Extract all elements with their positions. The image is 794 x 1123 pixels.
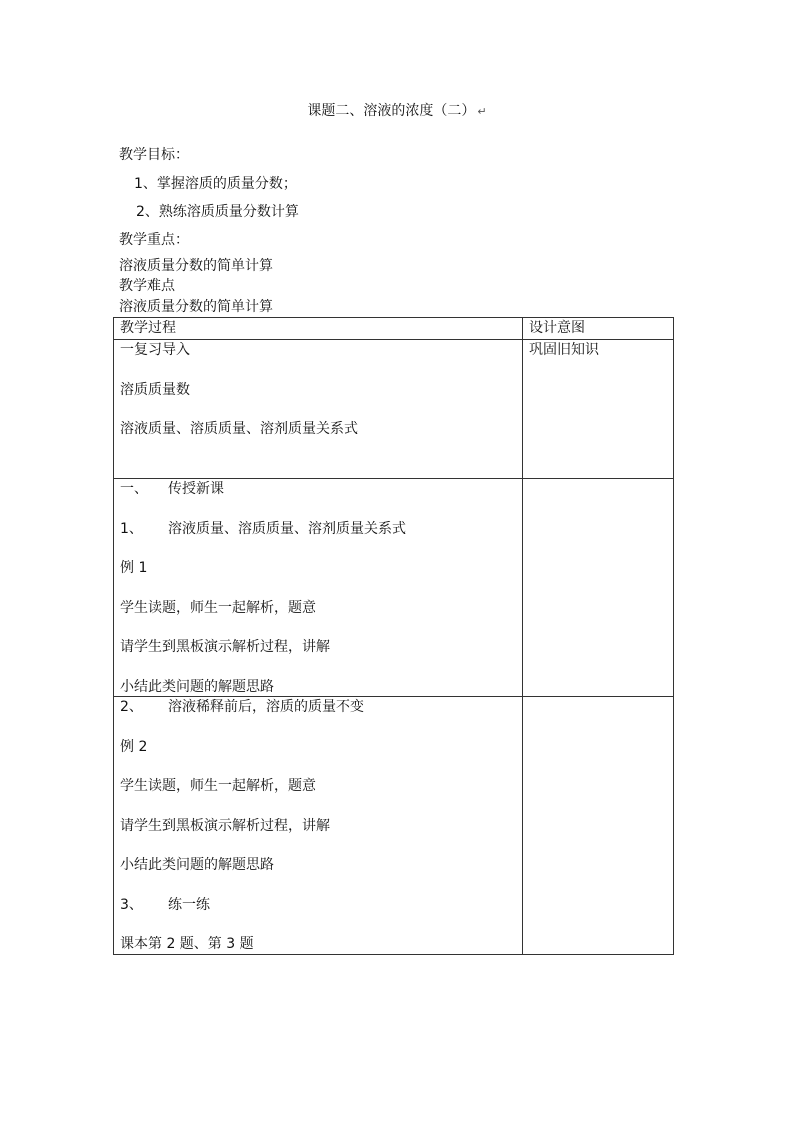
table-row [114, 340, 674, 479]
section-number: 一、 [120, 481, 148, 497]
difficulty-heading: 教学难点 [119, 278, 175, 294]
table-header-row [114, 318, 674, 340]
example-1: 例 1 [120, 560, 148, 576]
objectives-heading: 教学目标： [119, 147, 189, 163]
point-2-number: 2、 [120, 699, 143, 715]
paragraph-mark-icon: ↵ [477, 105, 487, 118]
step-summary: 小结此类问题的解题思路 [120, 678, 274, 695]
new-lesson-intent-cell [523, 479, 674, 697]
dilution-cell [114, 697, 523, 955]
new-lesson-heading [120, 480, 522, 498]
step-read: 学生读题，师生一起解析，题意 [120, 599, 316, 616]
review-heading: 一复习导入 [120, 342, 190, 358]
review-intent-cell [523, 340, 674, 479]
review-item-2: 溶液质量、溶质质量、溶剂质量关系式 [120, 421, 358, 437]
new-lesson-cell [114, 479, 523, 697]
point-1-number: 1、 [120, 520, 143, 537]
review-intent: 巩固旧知识 [529, 342, 599, 358]
point-1-text: 溶液质量、溶质质量、溶剂质量关系式 [168, 520, 406, 537]
header-teaching-process: 教学过程 [114, 318, 523, 340]
table-row [114, 479, 674, 697]
key-point-text: 溶液质量分数的简单计算 [119, 258, 273, 274]
example-2: 例 2 [120, 738, 148, 755]
point-3-text: 练一练 [168, 896, 210, 913]
homework: 课本第 2 题、第 3 题 [120, 936, 254, 952]
step-board: 请学生到黑板演示解析过程，讲解 [120, 639, 330, 655]
difficulty-text: 溶液质量分数的简单计算 [119, 299, 273, 315]
title-text: 课题二、溶液的浓度（二） [307, 103, 476, 119]
lesson-plan-table [113, 317, 674, 955]
page-title [0, 102, 794, 121]
dilution-intent-cell [523, 697, 674, 955]
objective-item-1: 1、掌握溶质的质量分数； [134, 176, 297, 192]
section-title: 传授新课 [168, 481, 224, 497]
point-2 [120, 698, 522, 716]
point-3 [120, 896, 522, 914]
step-read-2: 学生读题，师生一起解析，题意 [120, 778, 316, 794]
header-design-intent: 设计意图 [523, 318, 674, 340]
step-summary-2: 小结此类问题的解题思路 [120, 857, 274, 873]
point-2-text: 溶液稀释前后，溶质的质量不变 [168, 699, 364, 715]
objective-item-2: 2、熟练溶质质量分数计算 [136, 204, 299, 220]
point-3-number: 3、 [120, 896, 143, 913]
review-item-1: 溶质质量数 [120, 381, 190, 398]
table-row [114, 697, 674, 955]
step-board-2: 请学生到黑板演示解析过程，讲解 [120, 817, 330, 834]
review-cell [114, 340, 523, 479]
key-point-heading: 教学重点： [119, 232, 189, 248]
point-1 [120, 520, 522, 538]
